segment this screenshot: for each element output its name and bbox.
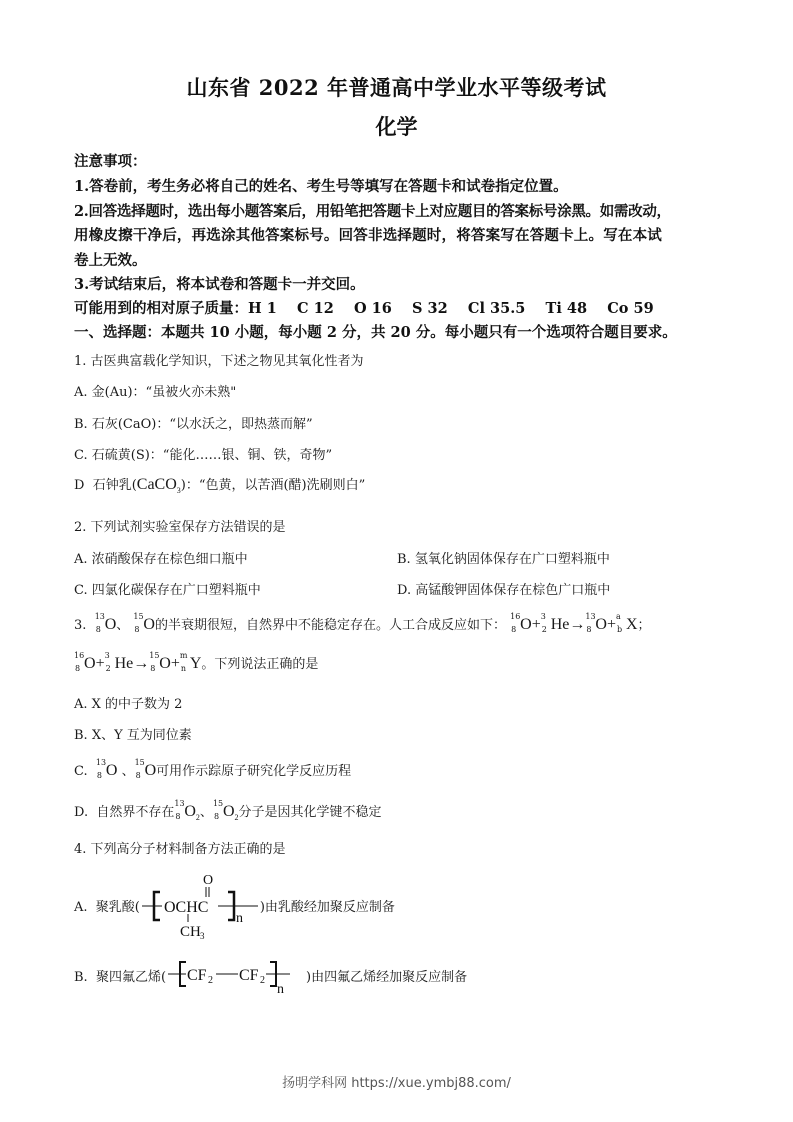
svg-text:CF: CF <box>239 966 259 984</box>
section-heading: 一、选择题：本题共 10 小题，每小题 2 分，共 20 分。每小题只有一个选项符合题目要求。 <box>74 324 677 341</box>
note-item: 用橡皮擦干净后，再选涂其他答案标号。回答非选择题时，将答案写在答题卡上。写在本试 <box>74 227 662 244</box>
polylactic-acid-structure <box>140 872 260 940</box>
svg-text:OCHC: OCHC <box>163 898 209 916</box>
question-3-stem-line1: 3. 13 8 O、 15 8 O的半衰期很短，自然界中不能稳定存在。人工合成反应如下： 16 8 O+ 3 2 He→ 13 8 O+ a b X； <box>74 612 651 634</box>
question-1-option-b: B. 石灰(CaO)：“以水沃之，即热蒸而解” <box>74 417 313 432</box>
svg-text:n: n <box>235 910 243 926</box>
question-2-option-b: B. 氢氧化钠固体保存在广口塑料瓶中 <box>397 552 610 567</box>
svg-text:CH: CH <box>179 923 201 940</box>
question-3-option-b: B. X、Y 互为同位素 <box>74 728 192 743</box>
note-item: 2.回答选择题时，选出每小题答案后，用铅笔把答题卡上对应题目的答案标号涂黑。如需改动， <box>74 203 671 220</box>
isotope-o13: 13 8 <box>94 612 105 634</box>
question-4-stem: 4. 下列高分子材料制备方法正确的是 <box>74 842 286 857</box>
question-2-option-a: A. 浓硝酸保存在棕色细口瓶中 <box>74 552 248 567</box>
question-3-option-a: A. X 的中子数为 2 <box>74 697 183 712</box>
exam-subject: 化学 <box>375 114 418 139</box>
svg-text:3: 3 <box>199 930 205 940</box>
exam-title: 山东省 2022 年普通高中学业水平等级考试 <box>186 75 607 100</box>
formula-caco3: CaCO$_3$ <box>136 476 181 496</box>
question-3-stem-line2: 16 8 O+ 3 2 He→ 15 8 O+ m n Y。下列说法正确的是 <box>74 651 319 673</box>
svg-text:O: O <box>202 872 213 888</box>
isotope-o15: 15 8 <box>133 612 144 634</box>
question-1-option-d: D 石钟乳(CaCO$_3$)：“色黄，以苦酒(醋)洗刷则白” <box>74 476 366 496</box>
note-item: 3.考试结束后，将本试卷和答题卡一并交回。 <box>74 276 365 293</box>
question-3-option-c: C. 13 8 O 、 15 8 O可用作示踪原子研究化学反应历程 <box>74 758 352 780</box>
svg-text:2: 2 <box>260 974 266 986</box>
atomic-masses <box>74 297 654 318</box>
question-1-option-c: C. 石硫黄(S)：“能化……银、铜、铁，奇物” <box>74 448 333 463</box>
watermark-footer: 扬明学科网 https://xue.ymbj88.com/ <box>282 1076 511 1091</box>
question-4-option-b: B. 聚四氟乙烯( CF 2 CF 2 n )由四氟乙烯经加聚反应制备 <box>74 966 467 988</box>
atomic-masses-values: H 1 C 12 O 16 S 32 Cl 35.5 Ti 48 Co 59 <box>248 300 654 317</box>
note-item: 1.答卷前，考生务必将自己的姓名、考生号等填写在答题卡和试卷指定位置。 <box>74 178 568 195</box>
question-2-option-d: D. 高锰酸钾固体保存在棕色广口瓶中 <box>397 583 611 598</box>
atomic-masses-label: 可能用到的相对原子质量： <box>74 300 248 317</box>
svg-text:n: n <box>277 981 285 996</box>
question-1-option-a: A. 金(Au)：“虽被火亦未熟" <box>74 385 237 400</box>
notes-heading: 注意事项： <box>74 153 147 170</box>
question-4-option-a: A. 聚乳酸( OCHC O CH 3 n )由乳酸经加聚反应制备 <box>74 872 395 940</box>
svg-text:CF: CF <box>187 966 207 984</box>
ptfe-structure <box>166 966 306 996</box>
question-3-option-d: D. 自然界不存在 13 8 $O_2$、 15 8 $O_2$分子是因其化学键不稳定 <box>74 799 382 823</box>
question-2-option-c: C. 四氯化碳保存在广口塑料瓶中 <box>74 583 261 598</box>
svg-text:2: 2 <box>208 974 214 986</box>
question-1-stem: 1. 古医典富载化学知识，下述之物见其氧化性者为 <box>74 354 364 369</box>
note-item: 卷上无效。 <box>74 252 147 269</box>
question-2-stem: 2. 下列试剂实验室保存方法错误的是 <box>74 520 286 535</box>
